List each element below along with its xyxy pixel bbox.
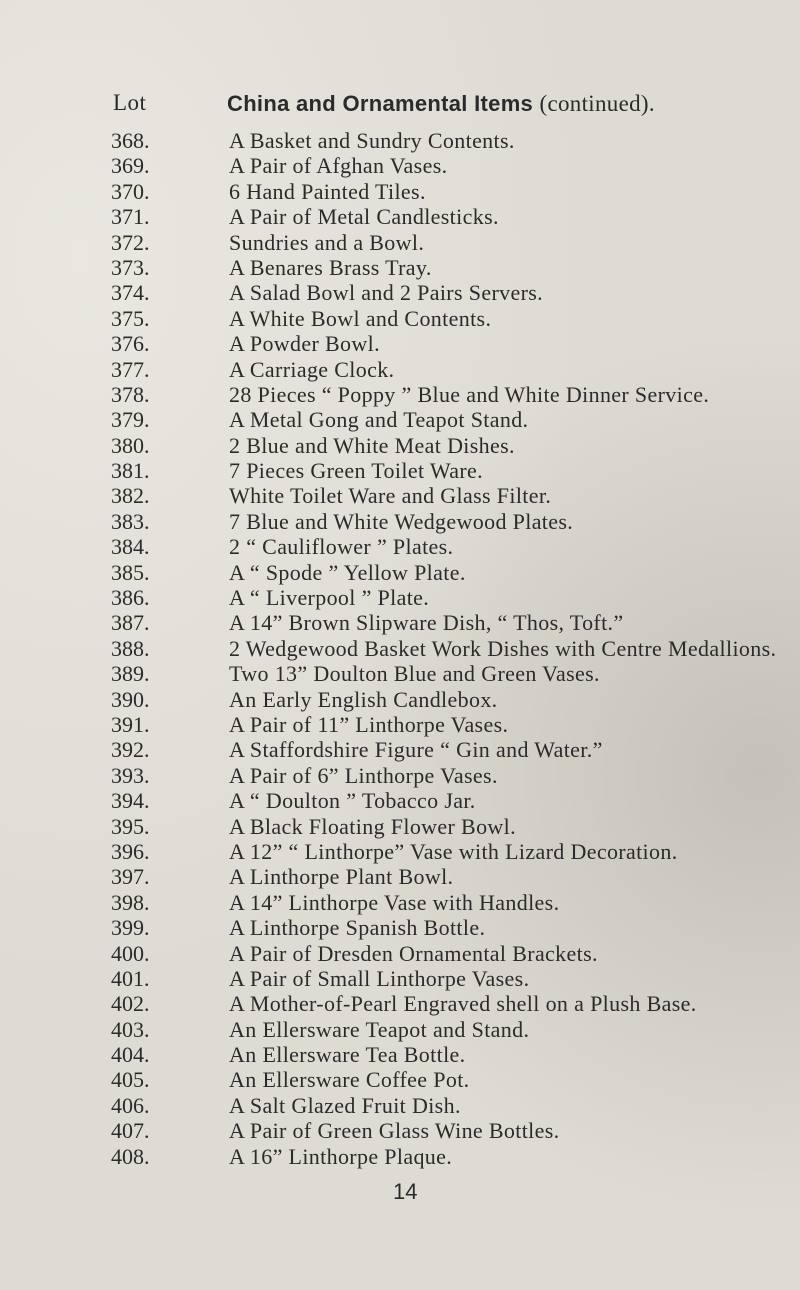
lot-number: 384. bbox=[111, 534, 150, 560]
lot-row bbox=[0, 915, 800, 940]
lot-row bbox=[0, 1067, 800, 1092]
lot-description: A 14” Brown Slipware Dish, “ Thos, Toft.” bbox=[229, 610, 624, 636]
lot-number: 385. bbox=[111, 559, 150, 585]
lot-description: A Linthorpe Spanish Bottle. bbox=[229, 915, 486, 941]
lot-number: 389. bbox=[111, 661, 150, 687]
lot-number: 380. bbox=[111, 432, 150, 458]
lot-description: A “ Spode ” Yellow Plate. bbox=[229, 559, 466, 585]
lot-description: A Basket and Sundry Contents. bbox=[229, 128, 515, 153]
section-title-suffix: (continued). bbox=[539, 91, 655, 116]
lot-number: 382. bbox=[111, 483, 150, 509]
lot-row bbox=[0, 864, 800, 889]
lot-row bbox=[0, 636, 800, 661]
lot-row bbox=[0, 458, 800, 483]
lot-description: A Metal Gong and Teapot Stand. bbox=[229, 407, 529, 433]
lot-row bbox=[0, 687, 800, 712]
lot-row bbox=[0, 331, 800, 356]
lot-row bbox=[0, 179, 800, 204]
lot-description: A Linthorpe Plant Bowl. bbox=[229, 864, 454, 890]
lot-number: 387. bbox=[111, 610, 150, 636]
lot-row bbox=[0, 610, 800, 635]
lot-row bbox=[0, 1093, 800, 1118]
lot-number: 401. bbox=[111, 965, 150, 991]
lot-row bbox=[0, 1144, 800, 1169]
lot-number: 406. bbox=[111, 1092, 150, 1118]
lot-number: 398. bbox=[111, 889, 150, 915]
lot-description: An Ellersware Teapot and Stand. bbox=[229, 1016, 530, 1042]
lot-number: 379. bbox=[111, 407, 150, 433]
lot-number: 369. bbox=[111, 153, 150, 179]
lot-number: 368. bbox=[111, 128, 150, 153]
lot-description: A Pair of 6” Linthorpe Vases. bbox=[229, 762, 498, 788]
lot-description: A Pair of Afghan Vases. bbox=[229, 153, 448, 179]
lot-description: A 12” “ Linthorpe” Vase with Lizard Decoration. bbox=[229, 838, 678, 864]
lot-number: 394. bbox=[111, 788, 150, 814]
lot-row bbox=[0, 788, 800, 813]
lot-description: A Pair of 11” Linthorpe Vases. bbox=[229, 711, 509, 737]
lot-number: 400. bbox=[111, 940, 150, 966]
lot-row bbox=[0, 737, 800, 762]
lot-row bbox=[0, 306, 800, 331]
lot-description: A Salt Glazed Fruit Dish. bbox=[229, 1092, 461, 1118]
lot-number: 407. bbox=[111, 1118, 150, 1144]
lot-row bbox=[0, 153, 800, 178]
lot-description: 7 Pieces Green Toilet Ware. bbox=[229, 458, 483, 484]
lot-description: An Early English Candlebox. bbox=[229, 686, 498, 712]
lot-number: 393. bbox=[111, 762, 150, 788]
lot-number: 397. bbox=[111, 864, 150, 890]
lot-row bbox=[0, 560, 800, 585]
lot-number: 408. bbox=[111, 1143, 150, 1169]
lot-description: Two 13” Doulton Blue and Green Vases. bbox=[229, 661, 600, 687]
lot-row bbox=[0, 483, 800, 508]
lot-number: 381. bbox=[111, 458, 150, 484]
lot-number: 377. bbox=[111, 356, 150, 382]
page-number: 14 bbox=[393, 1179, 418, 1204]
lot-number: 383. bbox=[111, 508, 150, 534]
lot-number: 373. bbox=[111, 254, 150, 280]
lot-description: A 16” Linthorpe Plaque. bbox=[229, 1143, 453, 1169]
lot-row bbox=[0, 1042, 800, 1067]
lot-number: 386. bbox=[111, 585, 150, 611]
lot-number: 388. bbox=[111, 635, 150, 661]
lot-row bbox=[0, 255, 800, 280]
lot-number: 375. bbox=[111, 305, 150, 331]
lot-row bbox=[0, 382, 800, 407]
lot-row bbox=[0, 712, 800, 737]
lot-number: 371. bbox=[111, 204, 150, 230]
lot-description: A Salad Bowl and 2 Pairs Servers. bbox=[229, 280, 544, 306]
lot-row bbox=[0, 839, 800, 864]
lot-number: 370. bbox=[111, 178, 150, 204]
lot-row bbox=[0, 941, 800, 966]
lot-row bbox=[0, 890, 800, 915]
lot-description: A Pair of Green Glass Wine Bottles. bbox=[229, 1118, 560, 1144]
lot-description: 6 Hand Painted Tiles. bbox=[229, 178, 426, 204]
lot-description: 2 Blue and White Meat Dishes. bbox=[229, 432, 515, 458]
lot-description: 7 Blue and White Wedgewood Plates. bbox=[229, 508, 574, 534]
lot-number: 404. bbox=[111, 1042, 150, 1068]
lot-row bbox=[0, 814, 800, 839]
lot-row bbox=[0, 991, 800, 1016]
lot-number: 396. bbox=[111, 838, 150, 864]
lot-number: 376. bbox=[111, 331, 150, 357]
section-title bbox=[227, 91, 655, 117]
lot-number: 405. bbox=[111, 1067, 150, 1093]
lot-description: A Pair of Dresden Ornamental Brackets. bbox=[229, 940, 598, 966]
lot-row bbox=[0, 280, 800, 305]
lot-row bbox=[0, 1017, 800, 1042]
lot-list bbox=[0, 128, 800, 1169]
lot-row bbox=[0, 433, 800, 458]
lot-row bbox=[0, 230, 800, 255]
lot-number: 392. bbox=[111, 737, 150, 763]
lot-row bbox=[0, 585, 800, 610]
lot-number: 374. bbox=[111, 280, 150, 306]
lot-row bbox=[0, 407, 800, 432]
lot-description: A Staffordshire Figure “ Gin and Water.” bbox=[229, 737, 603, 763]
lot-number: 403. bbox=[111, 1016, 150, 1042]
lot-column-heading: Lot bbox=[113, 90, 147, 115]
lot-description: White Toilet Ware and Glass Filter. bbox=[229, 483, 552, 509]
lot-description: A Pair of Metal Candlesticks. bbox=[229, 204, 499, 230]
lot-description: A Black Floating Flower Bowl. bbox=[229, 813, 516, 839]
lot-row bbox=[0, 204, 800, 229]
lot-row bbox=[0, 357, 800, 382]
lot-description: 2 Wedgewood Basket Work Dishes with Centre Medallions. bbox=[229, 635, 777, 661]
lot-description: A Powder Bowl. bbox=[229, 331, 380, 357]
lot-description: A Carriage Clock. bbox=[229, 356, 395, 382]
lot-description: A Pair of Small Linthorpe Vases. bbox=[229, 965, 530, 991]
lot-description: 2 “ Cauliflower ” Plates. bbox=[229, 534, 454, 560]
lot-description: Sundries and a Bowl. bbox=[229, 229, 425, 255]
lot-row bbox=[0, 661, 800, 686]
lot-description: A “ Liverpool ” Plate. bbox=[229, 585, 430, 611]
lot-row bbox=[0, 534, 800, 559]
page-header bbox=[0, 90, 800, 120]
lot-number: 391. bbox=[111, 711, 150, 737]
lot-description: A “ Doulton ” Tobacco Jar. bbox=[229, 788, 476, 814]
lot-description: 28 Pieces “ Poppy ” Blue and White Dinner Service. bbox=[229, 381, 710, 407]
lot-description: A White Bowl and Contents. bbox=[229, 305, 492, 331]
lot-description: A 14” Linthorpe Vase with Handles. bbox=[229, 889, 560, 915]
lot-row bbox=[0, 128, 800, 153]
lot-number: 399. bbox=[111, 915, 150, 941]
lot-number: 395. bbox=[111, 813, 150, 839]
lot-description: A Mother-of-Pearl Engraved shell on a Plush Base. bbox=[229, 991, 697, 1017]
lot-row bbox=[0, 763, 800, 788]
lot-number: 402. bbox=[111, 991, 150, 1017]
section-title-text: China and Ornamental Items bbox=[227, 91, 534, 116]
lot-description: An Ellersware Coffee Pot. bbox=[229, 1067, 470, 1093]
lot-row bbox=[0, 509, 800, 534]
lot-number: 372. bbox=[111, 229, 150, 255]
lot-number: 390. bbox=[111, 686, 150, 712]
lot-number: 378. bbox=[111, 381, 150, 407]
lot-description: An Ellersware Tea Bottle. bbox=[229, 1042, 466, 1068]
lot-row bbox=[0, 966, 800, 991]
lot-description: A Benares Brass Tray. bbox=[229, 254, 432, 280]
lot-row bbox=[0, 1118, 800, 1143]
